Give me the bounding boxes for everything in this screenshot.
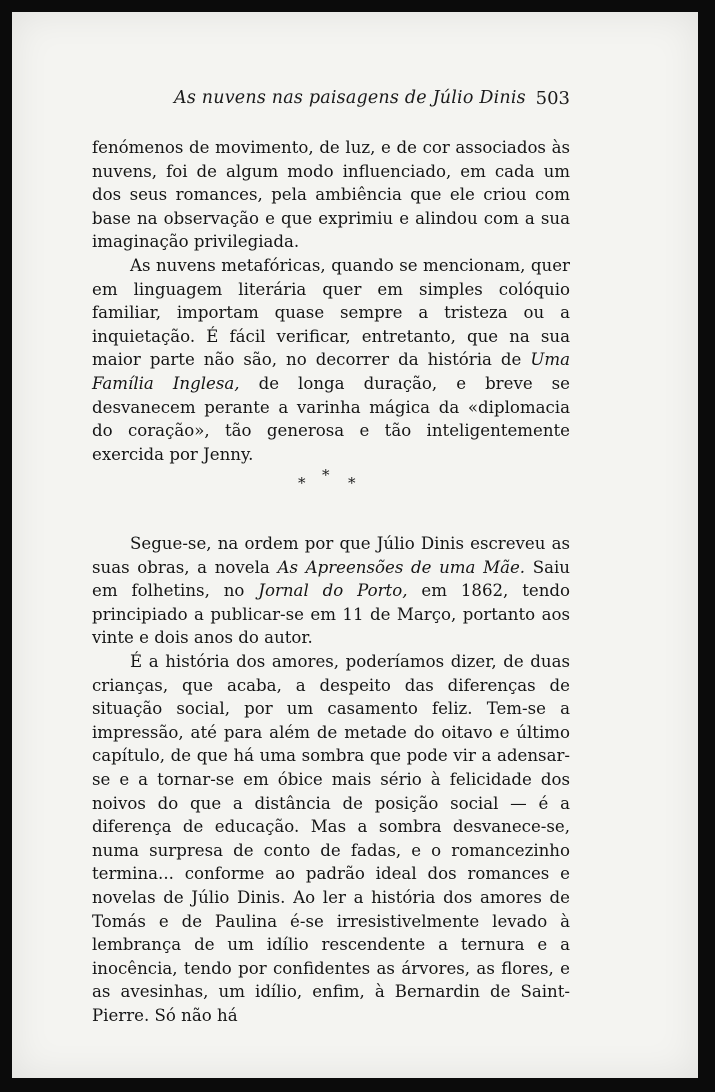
book-page [12, 12, 698, 1078]
italic-title: Jornal do Porto, [258, 581, 408, 601]
text-run: As nuvens metafóricas, quando se mencionam, quer em linguagem literária quer em simples colóquio familiar, importam quase sempre a tristeza ou a inquietação. É fácil verificar, entretanto, que na sua maior parte não são, no decorrer da história de [92, 255, 570, 370]
text-run: fenómenos de movimento, de luz, e de cor associados às nuvens, foi de algum modo influenciado, em cada um dos seus romances, pela ambiência que ele criou com base na observação e que exprimiu e alindou com a sua imaginação privilegiada. [92, 138, 570, 252]
text-block-upper [92, 136, 570, 466]
text-block-lower [92, 532, 570, 1027]
running-title: As nuvens nas paisagens de Júlio Dinis [174, 88, 526, 108]
italic-title: Uma Família Inglesa, [92, 350, 570, 393]
text-run: de longa duração, e breve se desvanecem perante a varinha mágica da «diplomacia do coração», tão generosa e tão inteligentemente exercida por Jenny. [92, 373, 571, 464]
section-break-asterism [288, 466, 368, 494]
asterisk: * [298, 474, 306, 492]
italic-title: As Apreensões de uma Mãe. [277, 557, 526, 577]
text-run: em 1862, tendo principiado a publicar-se em 11 de Março, portanto aos vinte e dois anos do autor. [92, 581, 570, 648]
text-run: Segue-se, na ordem por que Júlio Dinis escreveu as suas obras, a novela [92, 534, 570, 577]
text-run: É a história dos amores, poderíamos dizer, de duas crianças, que acaba, a despeito das diferenças de situação social, por um casamento feliz. Tem-se a impressão, até para além de metade do oitavo e último capítulo, de que há uma sombra que pode vir a adensar-se e a tornar-se em óbice mais sério à felicidade dos noivos do que a distância de posição social — é a diferença de educação. Mas a sombra desvanece-se, numa surpresa de conto de fadas, e o romancezinho termina... conforme ao padrão ideal dos romances e novelas de Júlio Dinis. Ao ler a história dos amores de Tomás e de Paulina é-se irresistivelmente levado à lembrança de um idílio rescendente a ternura e a inocência, tendo por confidentes as árvores, as flores, e as avesinhas, um idílio, enfim, à Bernardin de Saint-Pierre. Só não há [92, 651, 570, 1025]
paragraph [92, 650, 570, 1028]
paragraph [92, 136, 570, 254]
asterisk: * [348, 474, 356, 492]
page-header [92, 84, 570, 112]
paragraph [92, 532, 570, 650]
paragraph [92, 254, 570, 466]
asterisk: * [322, 466, 330, 484]
page-number: 503 [535, 88, 570, 109]
text-run: Saiu em folhetins, no [92, 557, 570, 601]
